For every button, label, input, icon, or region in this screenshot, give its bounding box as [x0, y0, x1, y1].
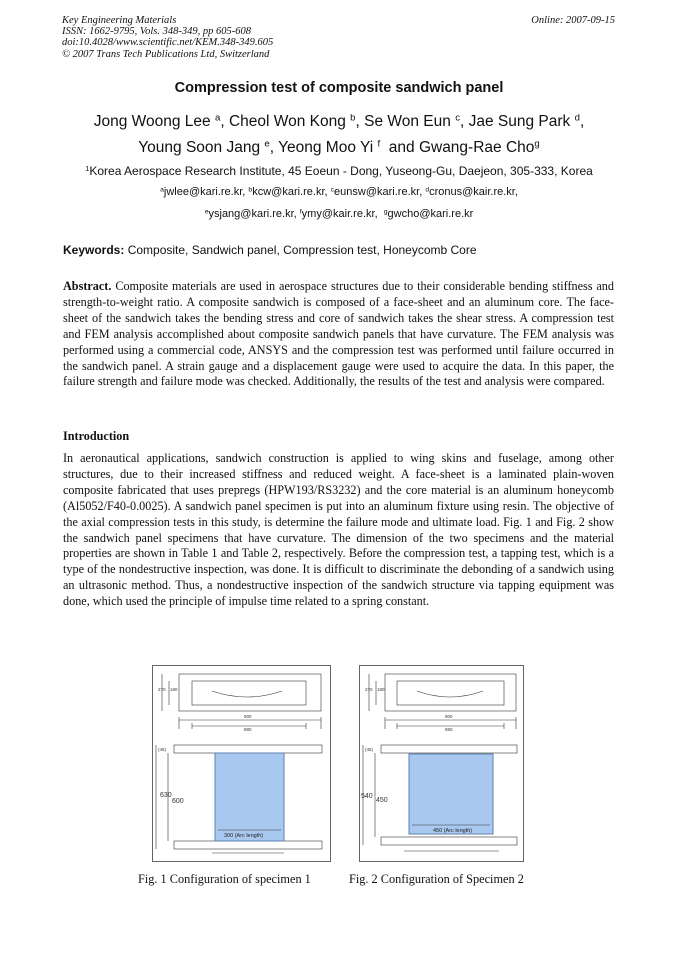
- author-sep: ,: [269, 139, 279, 156]
- email-link[interactable]: cronus@kair.re.kr: [429, 186, 515, 198]
- author-sep: ,: [459, 113, 469, 130]
- author-name: Se Won Eun: [364, 113, 451, 130]
- width-inner-label: 900: [244, 714, 252, 719]
- width-inner-label: 900: [445, 714, 453, 719]
- email-sup: f: [299, 208, 302, 216]
- affiliation: [0, 164, 678, 178]
- author-name: Gwang-Rae Cho: [418, 139, 535, 156]
- email-sup: e: [204, 208, 209, 216]
- email-sup: b: [248, 186, 253, 194]
- author-name: Cheol Won Kong: [228, 113, 346, 130]
- author-sup: b: [350, 112, 356, 124]
- author-line-2: [0, 139, 678, 157]
- copyright-line: © 2007 Trans Tech Publications Ltd, Switzerland: [62, 48, 270, 60]
- figure-2-drawing: [359, 665, 524, 862]
- specimen-panel: [409, 754, 493, 834]
- figure-2-caption: Fig. 2 Configuration of Specimen 2: [349, 872, 524, 886]
- author-name: Yeong Moo Yi: [278, 139, 374, 156]
- email-link[interactable]: jwlee@kari.re.kr: [163, 186, 243, 198]
- panel-height-label: 600: [172, 798, 184, 805]
- affiliation-sup: 1: [85, 163, 90, 173]
- top-dim-inner: 180: [170, 687, 178, 692]
- figure-1-caption: Fig. 1 Configuration of specimen 1: [138, 872, 311, 886]
- author-sup: a: [214, 112, 221, 124]
- author-sup: d: [574, 112, 580, 124]
- fixture-dim-label: (45): [158, 747, 167, 752]
- online-date: Online: 2007-09-15: [531, 15, 615, 26]
- author-sep: ,: [220, 113, 229, 130]
- email-line-2: $^e$ysjang@kari.re.kr, $^f$ymy@kair.re.kr, $^g$gwcho@kari.re.kr: [204, 208, 474, 220]
- email-link[interactable]: ysjang@kari.re.kr: [208, 208, 294, 220]
- top-dim-outer: 270: [158, 687, 166, 692]
- top-dim-outer: 270: [365, 687, 373, 692]
- width-outer-label: 880: [244, 727, 252, 732]
- doi-line: doi:10.4028/www.scientific.net/KEM.348-349.605: [62, 37, 274, 49]
- paper-title: Compression test of composite sandwich panel: [174, 80, 504, 96]
- email-line-1: $^a$jwlee@kari.re.kr, $^b$kcw@kari.re.kr, $^c$eunsw@kari.re.kr, $^d$cronus@kair.re.kr,: [160, 186, 518, 198]
- specimen-panel: [215, 753, 284, 841]
- email-link[interactable]: kcw@kari.re.kr: [252, 186, 325, 198]
- author-sup: f: [377, 138, 381, 150]
- email-link[interactable]: eunsw@kari.re.kr: [334, 186, 420, 198]
- abstract: [63, 279, 614, 390]
- email-sup: g: [383, 208, 388, 216]
- keywords: [63, 243, 618, 257]
- abstract-label: Abstract.: [63, 279, 112, 293]
- email-sup: c: [330, 186, 335, 194]
- affiliation-text: Korea Aerospace Research Institute, 45 Eoeun - Dong, Yuseong-Gu, Daejeon, 305-333, Korea: [89, 164, 593, 178]
- email-link[interactable]: gwcho@kari.re.kr: [387, 208, 474, 220]
- author-sup: e: [264, 138, 270, 150]
- arc-length-label: 300 (Arc length): [224, 833, 264, 839]
- author-name: Jae Sung Park: [468, 113, 571, 130]
- figure-1-drawing: [152, 665, 331, 862]
- author-sup: g: [534, 138, 540, 150]
- keywords-text: Composite, Sandwich panel, Compression test, Honeycomb Core: [124, 243, 477, 257]
- issn-line: ISSN: 1662-9795, Vols. 348-349, pp 605-608: [62, 26, 251, 38]
- author-sep: ,: [355, 113, 365, 130]
- abstract-text: Composite materials are used in aerospace structures due to their considerable bending stiffness and strength-to-weight ratio. A composite sandwich is composed of a face-sheet and an aluminum core. The face-sheet of the sandwich takes the bending stress and core of sandwich takes the shear stress. A compression test and FEM analysis accomplished about composite sandwich panels that have curvature. The FEM analysis was performed using a commercial code, ANSYS and the compression test was performed until failure occurred in the sandwich panel. A strain gauge and a displacement gauge were used to acquire the data. In this paper, the failure strength and failure mode was checked. Additionally, the results of the test and analysis were compared.: [63, 279, 614, 389]
- top-dim-inner: 180: [377, 687, 385, 692]
- author-line-1: [0, 113, 678, 131]
- author-name: Young Soon Jang: [138, 139, 261, 156]
- keywords-label: Keywords:: [63, 243, 125, 257]
- fixture-dim-label: (45): [365, 747, 374, 752]
- email-sup: a: [160, 186, 164, 194]
- author-sep: ,: [579, 113, 585, 130]
- journal-name: Key Engineering Materials: [62, 15, 177, 26]
- introduction-heading: Introduction: [63, 429, 130, 443]
- email-link[interactable]: ymy@kair.re.kr: [301, 208, 375, 220]
- arc-length-label: 450 (Arc length): [433, 828, 473, 834]
- panel-height-label: 450: [376, 797, 388, 804]
- author-name: Jong Woong Lee: [93, 113, 211, 130]
- author-sep: and: [380, 139, 419, 156]
- email-sup: d: [425, 186, 430, 194]
- total-height-label: 540: [361, 793, 373, 800]
- introduction-text: In aeronautical applications, sandwich construction is applied to wing skins and fuselage, among other structures, due to their increased stiffness and reduced weight. A face-sheet is a laminated plain-woven composite fabricated that uses prepregs (HPW193/RS3232) and the core material is an aluminum honeycomb (Al5052/F40-0.0025). A sandwich panel specimen is put into an aluminum fixture using resin. The objective of the axial compression tests in this study, is determine the failure mode and ultimate load. Fig. 1 and Fig. 2 show the sandwich panel specimens that have curvature. The dimension of the two specimens and the material properties are shown in Table 1 and Table 2, respectively. Before the compression test, a tapping test, which is a type of the nondestructive inspection, was done. It is difficult to discriminate the debonding of a sandwich using an ultrasonic method. Thus, a nondestructive inspection of the sandwich structure via tapping equipment was done, which used the principle of impulse time related to a spring constant.: [63, 451, 614, 609]
- author-sup: c: [455, 112, 460, 124]
- journal-header: [62, 15, 273, 60]
- width-outer-label: 880: [445, 727, 453, 732]
- total-height-label: 630: [160, 792, 172, 799]
